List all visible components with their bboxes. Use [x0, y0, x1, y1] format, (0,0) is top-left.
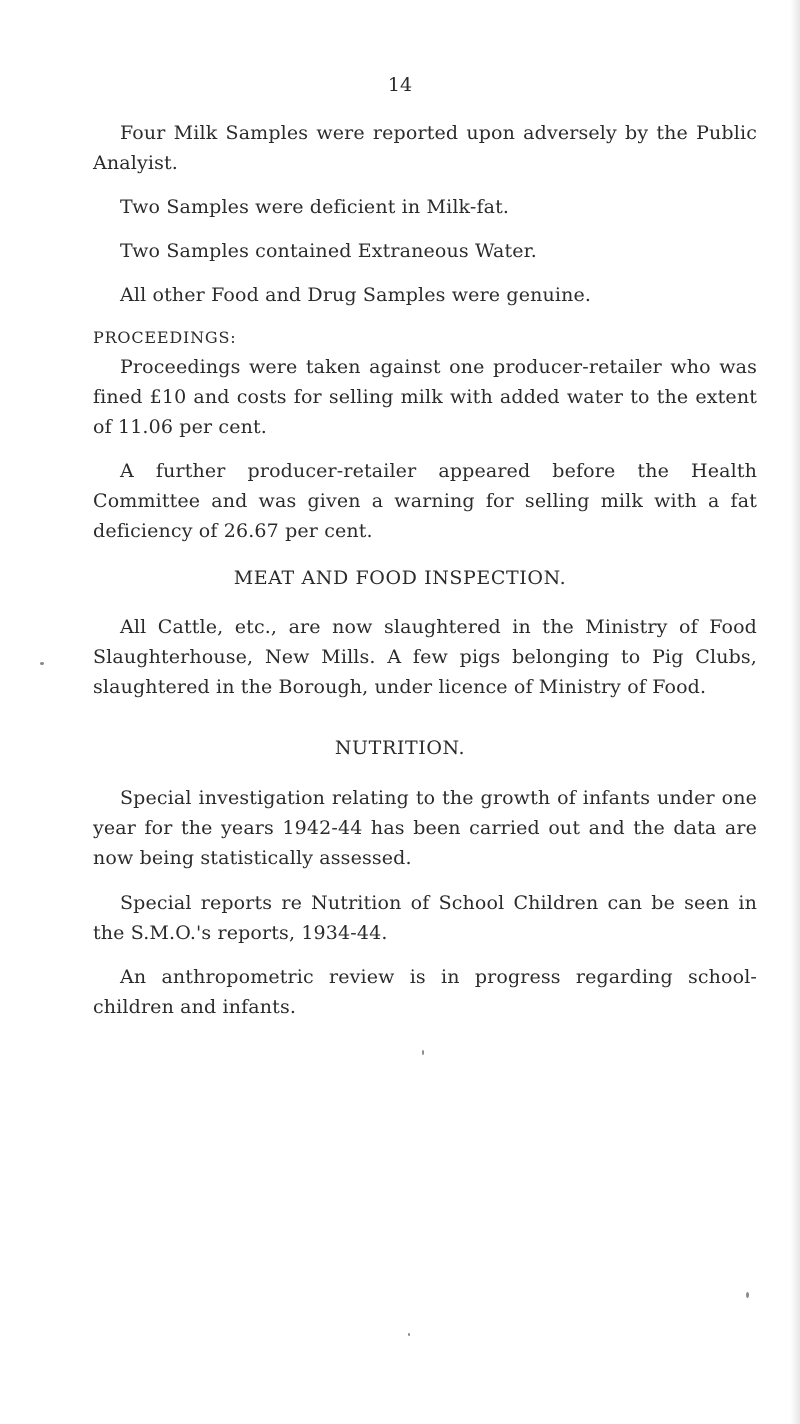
scan-speck [40, 662, 44, 665]
page-edge-shadow [790, 0, 800, 1424]
paragraph-cattle-slaughter: All Cattle, etc., are now slaughtered in the Ministry of Food Slaughterhouse, New Mills. A few pigs belonging to Pig Clubs, slaughtered in the Borough, under licence of Ministry of Food. [93, 616, 757, 698]
paragraph-genuine-samples: All other Food and Drug Samples were genuine. [120, 284, 592, 306]
paragraph-school-children-reports: Special reports re Nutrition of School Children can be seen in the S.M.O.'s reports, 1934-44. [93, 892, 757, 944]
paragraph-proceedings-fined: Proceedings were taken against one producer-retailer who was fined £10 and costs for selling milk with added water to the extent of 11.06 per cent. [93, 356, 757, 438]
paragraph-anthropometric-review: An anthropometric review is in progress regarding school-children and infants. [93, 966, 757, 1018]
heading-meat-food-inspection: MEAT AND FOOD INSPECTION. [233, 567, 567, 589]
paragraph-milk-samples: Four Milk Samples were reported upon adversely by the Public Analyist. [93, 122, 757, 174]
paragraph-proceedings-warning: A further producer-retailer appeared before the Health Committee and was given a warning for selling milk with a fat deficiency of 26.67 per cent. [93, 460, 757, 542]
scan-speck [408, 1333, 410, 1336]
heading-proceedings: PROCEEDINGS: [93, 328, 237, 347]
scan-speck [422, 1050, 424, 1055]
heading-nutrition: NUTRITION. [334, 737, 466, 759]
paragraph-milk-fat: Two Samples were deficient in Milk-fat. [120, 196, 510, 218]
paragraph-extraneous-water: Two Samples contained Extraneous Water. [120, 240, 537, 262]
paragraph-infant-growth: Special investigation relating to the growth of infants under one year for the years 1942-44 has been carried out and the data are now being statistically assessed. [93, 787, 757, 869]
page-number: 14 [387, 74, 413, 96]
scan-speck [746, 1292, 749, 1298]
